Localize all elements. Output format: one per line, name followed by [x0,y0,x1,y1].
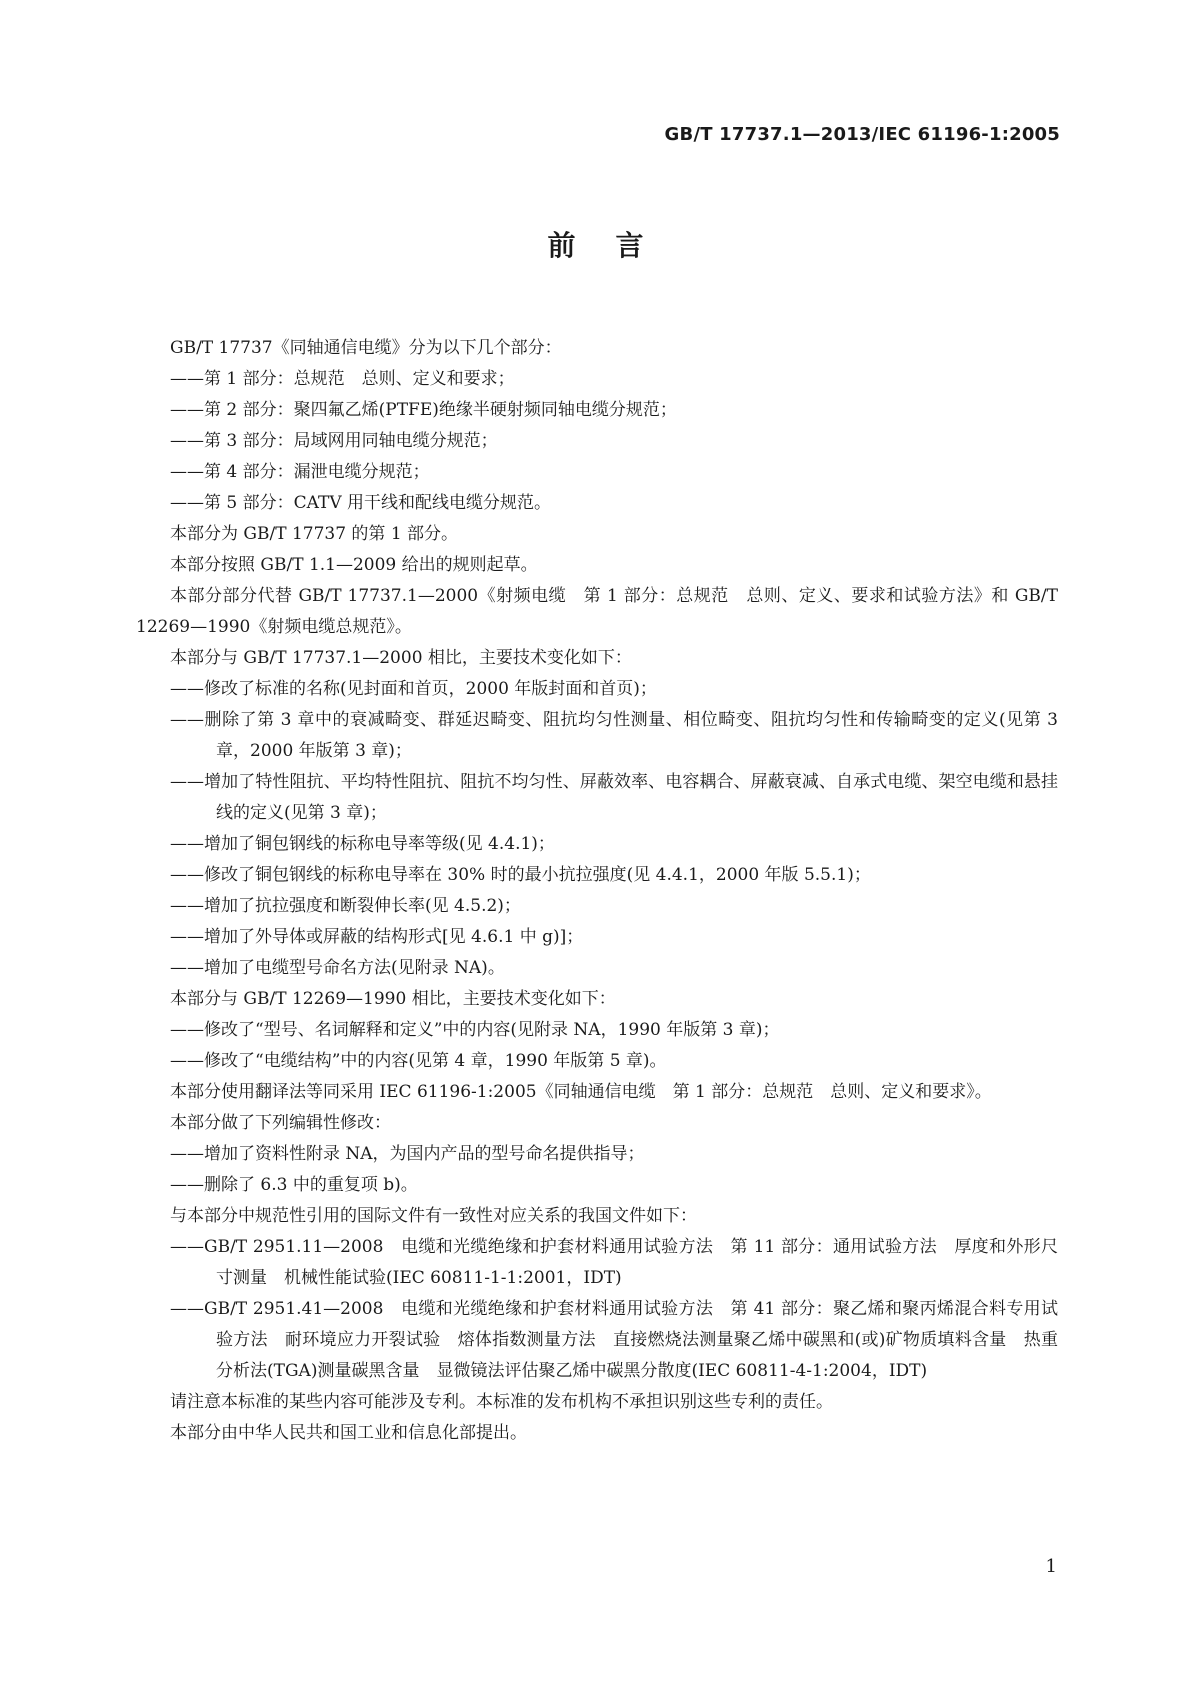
list-item: ——第 5 部分：CATV 用干线和配线电缆分规范。 [170,493,551,513]
list-item: ——删除了第 3 章中的衰减畸变、群延迟畸变、阻抗均匀性测量、相位畸变、阻抗均匀性和传输畸变的定义(见第 3 章，2000 年版第 3 章)； [170,710,1058,761]
paragraph: 本部分与 GB/T 17737.1—2000 相比，主要技术变化如下： [170,648,632,668]
list-item: ——增加了外导体或屏蔽的结构形式[见 4.6.1 中 g)]； [170,927,584,947]
paragraph: 本部分做了下列编辑性修改： [170,1113,391,1133]
list-item: ——增加了铜包钢线的标称电导率等级(见 4.4.1)； [170,834,555,854]
list-item: ——增加了特性阻抗、平均特性阻抗、阻抗不均匀性、屏蔽效率、电容耦合、屏蔽衰减、自承式电缆、架空电缆和悬挂线的定义(见第 3 章)； [170,772,1058,823]
list-item: ——增加了抗拉强度和断裂伸长率(见 4.5.2)； [170,896,521,916]
list-item: ——GB/T 2951.11—2008 电缆和光缆绝缘和护套材料通用试验方法 第 11 部分：通用试验方法 厚度和外形尺寸测量 机械性能试验(IEC 60811-1-1:2001，IDT) [170,1237,1058,1288]
paragraph: 请注意本标准的某些内容可能涉及专利。本标准的发布机构不承担识别这些专利的责任。 [170,1392,833,1412]
list-item: ——GB/T 2951.41—2008 电缆和光缆绝缘和护套材料通用试验方法 第 41 部分：聚乙烯和聚丙烯混合料专用试验方法 耐环境应力开裂试验 熔体指数测量方法 直接燃烧法测量聚乙烯中碳黑和(或)矿物质填料含量 热重分析法(TGA)测量碳黑含量 显微镜法评估聚乙烯中碳黑分散度(IEC 60811-4-1:2004，IDT) [170,1299,1058,1381]
paragraph: GB/T 17737《同轴通信电缆》分为以下几个部分： [170,338,562,358]
preface-body [136,333,1058,1449]
list-item: ——第 1 部分：总规范 总则、定义和要求； [170,369,515,389]
paragraph: 本部分由中华人民共和国工业和信息化部提出。 [170,1423,527,1443]
standard-number-header: GB/T 17737.1—2013/IEC 61196-1:2005 [664,124,1060,145]
list-item: ——增加了电缆型号命名方法(见附录 NA)。 [170,958,505,978]
paragraph: 本部分使用翻译法等同采用 IEC 61196-1:2005《同轴通信电缆 第 1 部分：总规范 总则、定义和要求》。 [170,1082,992,1102]
paragraph: 与本部分中规范性引用的国际文件有一致性对应关系的我国文件如下： [170,1206,697,1226]
paragraph: 本部分为 GB/T 17737 的第 1 部分。 [170,524,459,544]
list-item: ——修改了铜包钢线的标称电导率在 30% 时的最小抗拉强度(见 4.4.1，2000 年版 5.5.1)； [170,865,871,885]
page-title: 前言 [547,229,684,262]
list-item: ——第 3 部分：局域网用同轴电缆分规范； [170,431,498,451]
list-item: ——修改了标准的名称(见封面和首页，2000 年版封面和首页)； [170,679,657,699]
list-item: ——删除了 6.3 中的重复项 b)。 [170,1175,418,1195]
list-item: ——修改了“电缆结构”中的内容(见第 4 章，1990 年版第 5 章)。 [170,1051,667,1071]
list-item: ——修改了“型号、名词解释和定义”中的内容(见附录 NA，1990 年版第 3 章)； [170,1020,780,1040]
paragraph: 本部分部分代替 GB/T 17737.1—2000《射频电缆 第 1 部分：总规范 总则、定义、要求和试验方法》和 GB/T 12269—1990《射频电缆总规范》。 [136,586,1058,637]
page-number: 1 [1045,1556,1057,1577]
paragraph: 本部分按照 GB/T 1.1—2009 给出的规则起草。 [170,555,538,575]
paragraph: 本部分与 GB/T 12269—1990 相比，主要技术变化如下： [170,989,616,1009]
list-item: ——第 2 部分：聚四氟乙烯(PTFE)绝缘半硬射频同轴电缆分规范； [170,400,677,420]
list-item: ——增加了资料性附录 NA，为国内产品的型号命名提供指导； [170,1144,645,1164]
list-item: ——第 4 部分：漏泄电缆分规范； [170,462,430,482]
